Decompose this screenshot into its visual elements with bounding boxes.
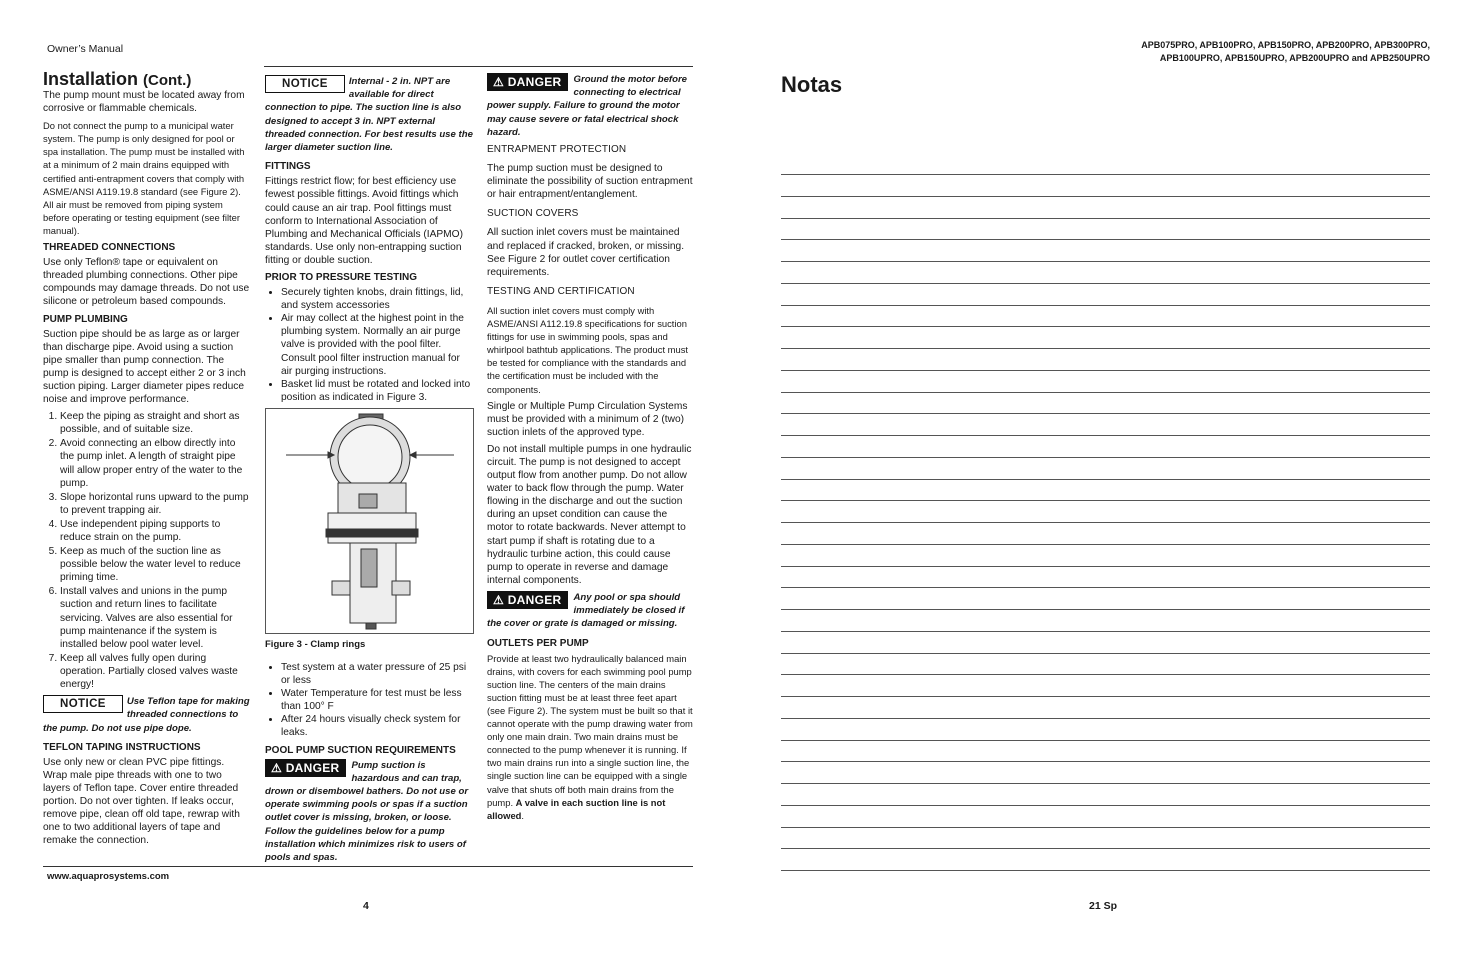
list-item: 6. Install valves and unions in the pump suction and return lines to facilitate servicing. Valves are also essential for pump maintenance if the system is installed below pool water level. (60, 585, 251, 650)
running-header-left: Owner’s Manual (47, 43, 124, 55)
note-line (781, 848, 1430, 849)
subheading-entrapment: ENTRAPMENT PROTECTION (487, 144, 627, 156)
danger-text: Pump suction is hazardous and can trap, drown or disembowel bathers. Do not use or operate swimming pools or spas if a suction outlet cover is missing, broken, or loose. Follow the guidelines below for a pump installation which minimizes risk to users of pools and spas. (265, 759, 469, 864)
danger-text: Ground the motor before connecting to electrical power supply. Failure to ground the motor may cause severe or fatal electrical shock hazard. (487, 74, 688, 138)
pump-illustration (266, 409, 473, 633)
top-rule (264, 66, 693, 67)
note-line (781, 392, 1430, 393)
para-single-multiple: Single or Multiple Pump Circulation Systems must be provided with a minimum of 2 (two) suction inlets of the approved type. (487, 400, 688, 438)
note-line (781, 696, 1430, 697)
para-plumbing: Suction pipe should be as large as or larger than discharge pipe. Avoid using a suction pipe smaller than pump connection. The pump is designed to accept either 2 or 3 inch suction piping. Larger diameter pipes reduce noise and improve performance. (43, 328, 246, 406)
list-item: 2. Avoid connecting an elbow directly into the pump inlet. A length of straight pipe will allow proper entry of the water to the pump. (60, 437, 251, 489)
notice-text: Internal - 2 in. NPT are available for direct connection to pipe. The suction line is also designed to accept 3 in. NPT external threaded connection. For best results use the larger diameter suction line. (265, 76, 473, 154)
danger-text: Any pool or spa should immediately be closed if the cover or grate is damaged or missing. (487, 591, 685, 630)
heading-prior-testing: PRIOR TO PRESSURE TESTING (265, 271, 418, 283)
heading-fittings: FITTINGS (265, 161, 311, 173)
para-fittings: Fittings restrict flow; for best efficiency use fewest possible fittings. Avoid fittings which could cause an air trap. Pool fittings must conform to International Association of Plumbing and Mechanical Officials (IAPMO) standards. Use only non-entrapping suction fitting or double suction. (265, 176, 463, 266)
prior-testing-list (265, 286, 473, 404)
column-2 (265, 73, 473, 870)
note-line (781, 740, 1430, 741)
list-item: 4. Use independent piping supports to reduce strain on the pump. (60, 518, 251, 544)
note-line (781, 718, 1430, 719)
note-line (781, 196, 1430, 197)
page-title (43, 69, 191, 90)
outlets-text: Provide at least two hydraulically balanced main drains, with covers for each swimming pool pump suction line. The centers of the main drains suction fitting must be at least three feet apart (see Figure 2). The system must be built so that it cannot operate with the pump drawing water from only one main drain. Two main drains must be connected to the pump whenever it is running. If two main drains run into a single suction line, the single suction line can be equipped with a single valve that shuts off both main drains from the pump. (487, 652, 693, 808)
page-number-left: 4 (363, 900, 369, 912)
danger-suction (265, 759, 473, 865)
para-threaded: Use only Teflon® tape or equivalent on threaded plumbing connections. Other pipe compounds may damage threads. Do not use silicone or petroleum based compounds. (43, 257, 250, 308)
models-line-2: APB100UPRO, APB150UPRO, APB200UPRO and APB250UPRO (1159, 52, 1430, 63)
para-municipal: Do not connect the pump to a municipal water system. The pump is only designed for pool or spa installation. The pump must be installed with at a minimum of 2 main drains equipped with certified anti-entrapment covers that comply with ASME/ANSI A119.19.8 standard (see Figure 2). All air must be removed from piping system before operating or testing equipment (see filter manual). (43, 120, 245, 236)
note-line (781, 827, 1430, 828)
para-outlets: Provide at least two hydraulically balanced main drains, with covers for each swimming pool pump suction line. The centers of the main drains suction fitting must be at least three feet apart (see Figure 2). The system must be built so that it cannot operate with the pump drawing water from only one main drain. Two main drains must be connected to the pump whenever it is running. If two main drains run into a single suction line, the single suction line can be equipped with a single valve that shuts off both main drains from the pump. A valve in each suction line is not allowed. (487, 652, 693, 821)
danger-label: ⚠ DANGER (487, 73, 568, 91)
list-item: 5. Keep as much of the suction line as possible below the water level to reduce priming time. (60, 545, 251, 584)
note-line (781, 761, 1430, 762)
list-item: • Securely tighten knobs, drain fittings, lid, and system accessories (281, 286, 473, 312)
heading-threaded: THREADED CONNECTIONS (43, 242, 176, 254)
plumbing-list (43, 410, 251, 691)
note-line (781, 609, 1430, 610)
note-line (781, 805, 1430, 806)
para-multiple-pumps: Do not install multiple pumps in one hydraulic circuit. The pump is not designed to accept output flow from another pump. Do not allow water to back flow through the pump. Water flowing in the discharge and out the suction during an upset condition can cause the motor to rotate backwards. Never attempt to start pump if shaft is rotating due to a hydraulic turbine action, this could cause pump to operate in reverse and damage internal components. (487, 443, 692, 586)
models-line-1: APB075PRO, APB100PRO, APB150PRO, APB200PRO, APB300PRO, (1141, 40, 1430, 50)
note-line (781, 239, 1430, 240)
note-line (781, 870, 1430, 871)
para-entrapment: The pump suction must be designed to eliminate the possibility of suction entrapment or hair entrapment/entanglement. (487, 163, 693, 201)
heading-outlets: OUTLETS PER PUMP (487, 637, 589, 649)
danger-cover (487, 591, 694, 631)
heading-plumbing: PUMP PLUMBING (43, 313, 128, 325)
note-line (781, 457, 1430, 458)
column-1 (43, 89, 251, 851)
test-list (265, 661, 473, 740)
list-item: • Basket lid must be rotated and locked into position as indicated in Figure 3. (281, 378, 473, 404)
note-line (781, 348, 1430, 349)
note-line (781, 283, 1430, 284)
running-header-models (1141, 39, 1430, 64)
notes-title: Notas (781, 72, 843, 97)
note-line (781, 435, 1430, 436)
heading-teflon: TEFLON TAPING INSTRUCTIONS (43, 741, 201, 753)
notice-label: NOTICE (43, 695, 123, 713)
title-main: Installation (43, 69, 139, 89)
subheading-covers: SUCTION COVERS (487, 208, 579, 220)
list-item: • After 24 hours visually check system for leaks. (281, 713, 473, 739)
figure-3-clamp-rings (265, 408, 474, 634)
note-line (781, 261, 1430, 262)
note-line (781, 522, 1430, 523)
note-line (781, 370, 1430, 371)
note-line (781, 413, 1430, 414)
note-line (781, 783, 1430, 784)
para-testing: All suction inlet covers must comply with ASME/ANSI A112.19.8 specifications for suction fittings for use in swimming pools, spas and whirlpool bathtub applications. The product must be tested for compliance with the standards and the certification must be included with the components. (487, 304, 688, 395)
list-item: 3. Slope horizontal runs upward to the pump to prevent trapping air. (60, 491, 251, 517)
notice-npt (265, 75, 473, 154)
note-line (781, 587, 1430, 588)
outlets-bold: A valve in each suction line is not allowed (487, 796, 666, 821)
footer-url: www.aquaprosystems.com (47, 871, 170, 882)
bottom-rule (43, 866, 693, 867)
note-line (781, 631, 1430, 632)
note-line (781, 218, 1430, 219)
subheading-testing: TESTING AND CERTIFICATION (487, 285, 635, 297)
page-number-right: 21 Sp (1089, 900, 1118, 912)
title-cont: (Cont.) (143, 72, 192, 89)
note-line (781, 674, 1430, 675)
list-item: • Air may collect at the highest point in the plumbing system. Normally an air purge valve is provided with the pool filter. Consult pool filter instruction manual for air purging instructions. (281, 312, 473, 377)
note-line (781, 653, 1430, 654)
note-line (781, 174, 1430, 175)
list-item: • Water Temperature for test must be less than 100° F (281, 687, 473, 713)
list-item: • Test system at a water pressure of 25 psi or less (281, 661, 473, 687)
note-line (781, 500, 1430, 501)
figure-caption: Figure 3 - Clamp rings (265, 638, 366, 650)
note-line (781, 305, 1430, 306)
notice-label: NOTICE (265, 75, 345, 93)
note-line (781, 544, 1430, 545)
danger-ground (487, 73, 694, 139)
para-location: The pump mount must be located away from corrosive or flammable chemicals. (43, 90, 245, 115)
column-3 (487, 71, 694, 826)
list-item: 7. Keep all valves fully open during operation. Partially closed valves waste energy! (60, 652, 251, 691)
notice-text: Use Teflon tape for making threaded connections to the pump. Do not use pipe dope. (43, 696, 250, 734)
notice-teflon (43, 695, 251, 735)
heading-suction-requirements: POOL PUMP SUCTION REQUIREMENTS (265, 744, 456, 756)
note-line (781, 479, 1430, 480)
danger-label: ⚠ DANGER (487, 591, 568, 609)
para-covers: All suction inlet covers must be maintained and replaced if cracked, broken, or missing. See Figure 2 for outlet cover certification requirements. (487, 227, 685, 278)
note-line (781, 326, 1430, 327)
list-item: 1. Keep the piping as straight and short as possible, and of suitable size. (60, 410, 251, 436)
para-teflon: Use only new or clean PVC pipe fittings. Wrap male pipe threads with one to two layers of Teflon tape. Cover entire threaded portion. Do not over tighten. If leaks occur, remove pipe, clean off old tape, rewrap with one to two additional layers of tape and remake the connection. (43, 756, 240, 847)
note-line (781, 566, 1430, 567)
danger-label: ⚠ DANGER (265, 759, 346, 777)
